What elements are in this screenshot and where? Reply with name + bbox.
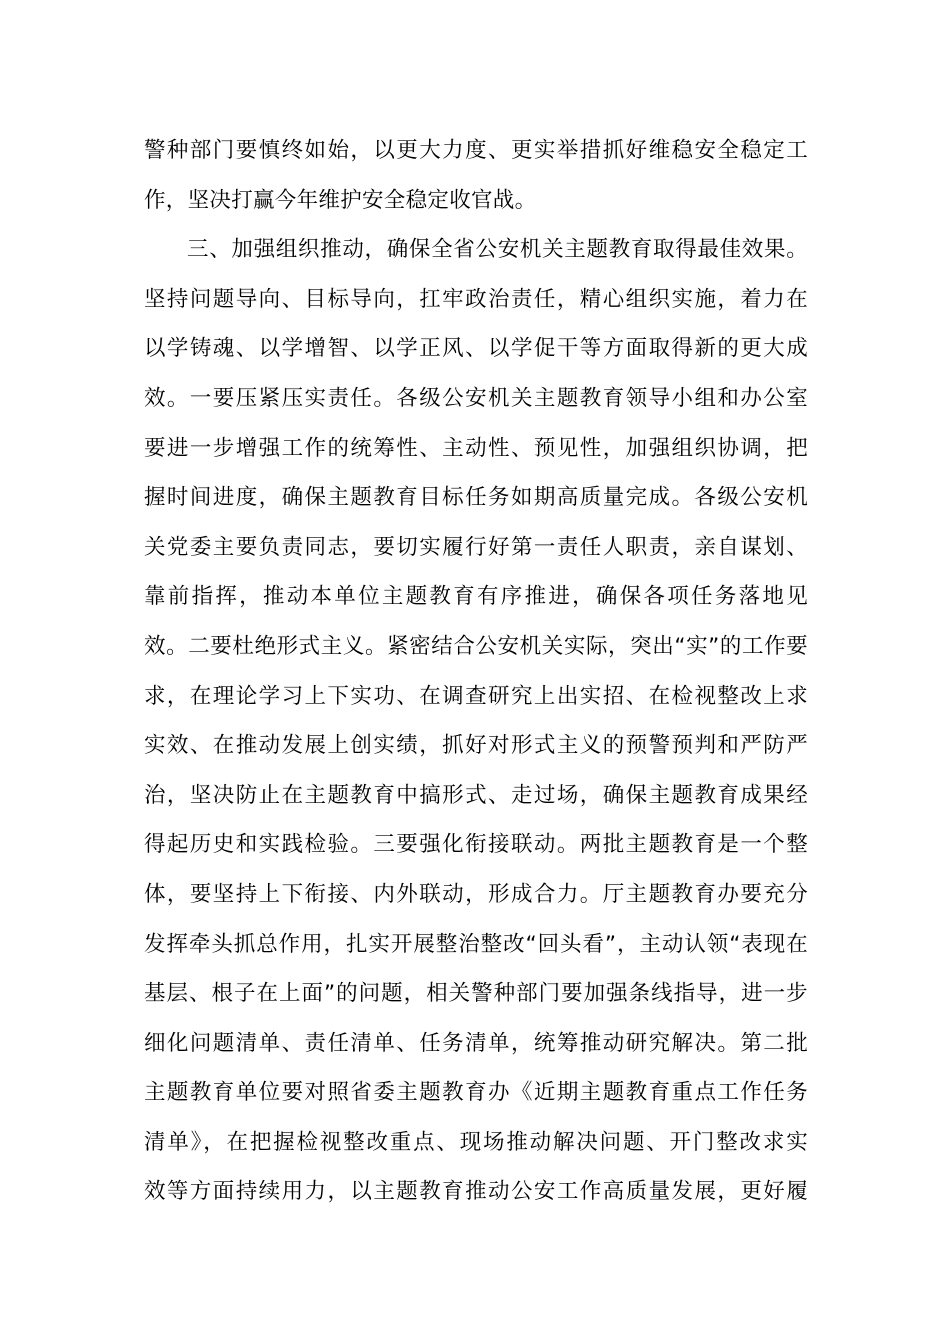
- body-text: [144, 126, 808, 1217]
- text-line: 细化问题清单、责任清单、任务清单，统筹推动研究解决。第二批: [144, 1030, 808, 1056]
- text-line: 以学铸魂、以学增智、以学正风、以学促干等方面取得新的更大成: [144, 336, 808, 362]
- text-line: 关党委主要负责同志，要切实履行好第一责任人职责，亲自谋划、: [144, 534, 808, 560]
- text-line: 体，要坚持上下衔接、内外联动，形成合力。厅主题教育办要充分: [144, 881, 808, 907]
- text-line: 效。二要杜绝形式主义。紧密结合公安机关实际，突出“实”的工作要: [144, 633, 808, 659]
- text-line: 治，坚决防止在主题教育中搞形式、走过场，确保主题教育成果经: [144, 782, 808, 808]
- text-line: 要进一步增强工作的统筹性、主动性、预见性，加强组织协调，把: [144, 435, 808, 461]
- text-line: 主题教育单位要对照省委主题教育办《近期主题教育重点工作任务: [144, 1080, 808, 1106]
- text-line: 发挥牵头抓总作用，扎实开展整治整改“回头看”，主动认领“表现在: [144, 931, 808, 957]
- section-heading-line: 三、加强组织推动，确保全省公安机关主题教育取得最佳效果。: [187, 237, 808, 263]
- text-line: 作，坚决打赢今年维护安全稳定收官战。: [144, 187, 537, 213]
- text-line: 得起历史和实践检验。三要强化衔接联动。两批主题教育是一个整: [144, 832, 808, 858]
- text-line: 警种部门要慎终如始，以更大力度、更实举措抓好维稳安全稳定工: [144, 138, 808, 163]
- text-line: 求，在理论学习上下实功、在调查研究上出实招、在检视整改上求: [144, 683, 808, 709]
- text-line: 实效、在推动发展上创实绩，抓好对形式主义的预警预判和严防严: [144, 733, 808, 759]
- text-line: 握时间进度，确保主题教育目标任务如期高质量完成。各级公安机: [144, 485, 808, 511]
- text-line: 坚持问题导向、目标导向，扛牢政治责任，精心组织实施，着力在: [144, 286, 808, 312]
- text-line: 靠前指挥，推动本单位主题教育有序推进，确保各项任务落地见: [144, 584, 808, 610]
- text-line: 清单》，在把握检视整改重点、现场推动解决问题、开门整改求实: [144, 1129, 808, 1155]
- text-line: 基层、根子在上面”的问题，相关警种部门要加强条线指导，进一步: [144, 981, 808, 1007]
- text-line: 效。一要压紧压实责任。各级公安机关主题教育领导小组和办公室: [144, 385, 808, 411]
- text-line: 效等方面持续用力，以主题教育推动公安工作高质量发展，更好履: [144, 1179, 808, 1205]
